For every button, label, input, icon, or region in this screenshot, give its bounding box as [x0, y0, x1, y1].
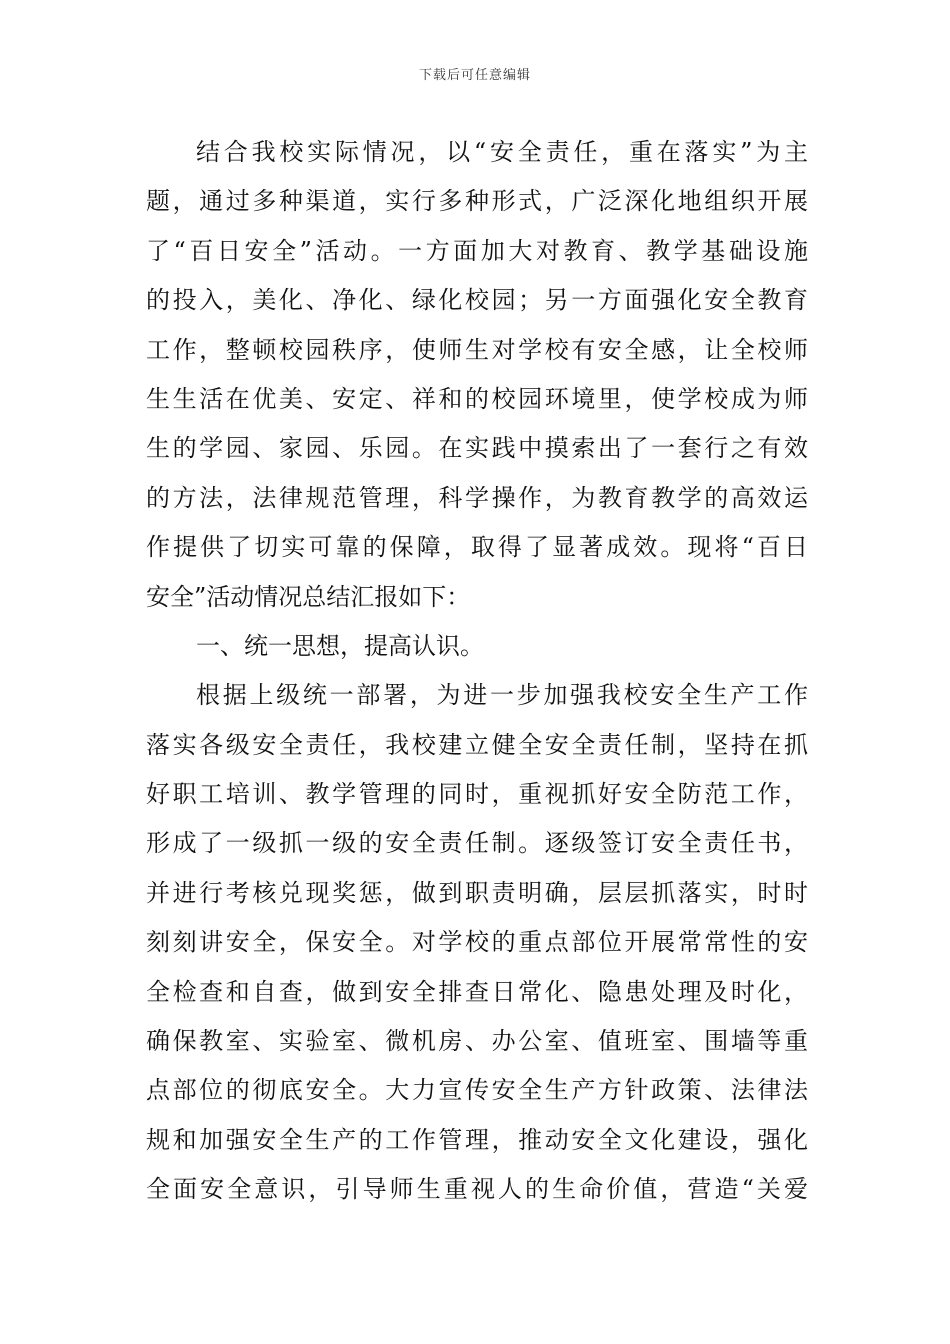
text-line: 作提供了切实可靠的保障，取得了显著成效。现将“百日: [146, 533, 808, 562]
text-line: 形成了一级抓一级的安全责任制。逐级签订安全责任书，: [146, 829, 808, 858]
text-line: 根据上级统一部署，为进一步加强我校安全生产工作: [196, 681, 808, 710]
text-line: 确保教室、实验室、微机房、办公室、值班室、围墙等重: [146, 1027, 808, 1056]
text-line: 了“百日安全”活动。一方面加大对教育、教学基础设施: [146, 236, 808, 265]
text-line: 的投入，美化、净化、绿化校园；另一方面强化安全教育: [146, 286, 808, 315]
text-line: 全检查和自查，做到安全排查日常化、隐患处理及时化，: [146, 977, 808, 1006]
text-line: 落实各级安全责任，我校建立健全安全责任制，坚持在抓: [146, 730, 808, 759]
text-line: 结合我校实际情况，以“安全责任，重在落实”为主: [196, 138, 808, 166]
text-line: 规和加强安全生产的工作管理，推动安全文化建设，强化: [146, 1125, 808, 1154]
page-header: 下载后可任意编辑: [418, 68, 531, 83]
text-line: 安全”活动情况总结汇报如下：: [146, 582, 471, 611]
text-line: 全面安全意识，引导师生重视人的生命价值，营造“关爱: [146, 1175, 808, 1204]
text-line: 工作，整顿校园秩序，使师生对学校有安全感，让全校师: [146, 335, 808, 364]
text-line: 并进行考核兑现奖惩，做到职责明确，层层抓落实，时时: [146, 878, 808, 907]
document-body: [146, 128, 808, 1215]
text-line: 刻刻讲安全，保安全。对学校的重点部位开展常常性的安: [146, 928, 808, 957]
text-line: 生生活在优美、安定、祥和的校园环境里，使学校成为师: [146, 384, 808, 413]
text-line: 的方法，法律规范管理，科学操作，为教育教学的高效运: [146, 483, 808, 512]
text-line: 好职工培训、教学管理的同时，重视抓好安全防范工作，: [146, 780, 808, 809]
section-heading: 一、统一思想，提高认识。: [196, 631, 484, 660]
text-line: 题，通过多种渠道，实行多种形式，广泛深化地组织开展: [146, 187, 808, 216]
text-line: 点部位的彻底安全。大力宣传安全生产方针政策、法律法: [146, 1076, 808, 1105]
text-line: 生的学园、家园、乐园。在实践中摸索出了一套行之有效: [146, 434, 808, 463]
